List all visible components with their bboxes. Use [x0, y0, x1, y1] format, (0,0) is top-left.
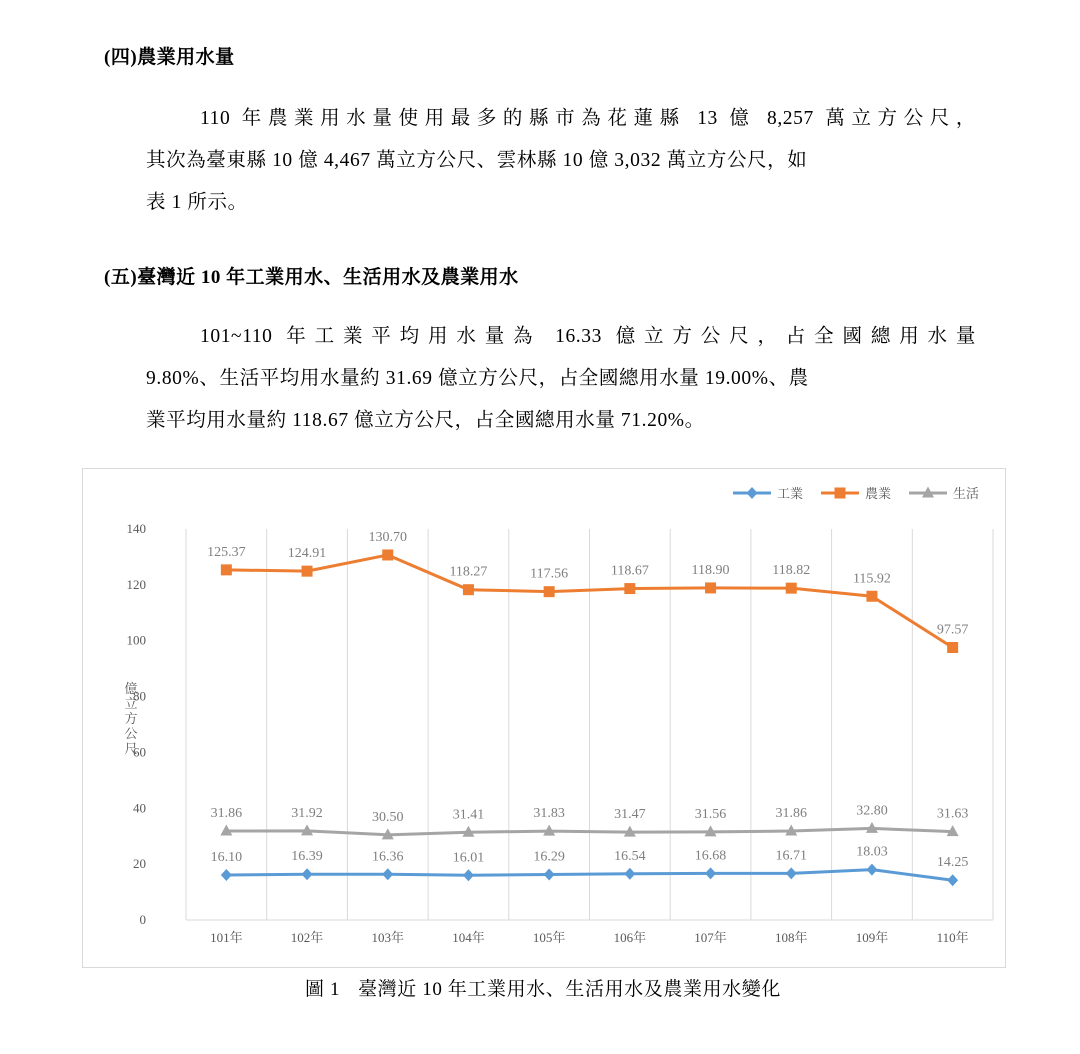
data-point [221, 564, 232, 575]
x-tick-label: 103年 [371, 930, 405, 945]
legend-label: 工業 [777, 486, 804, 501]
data-label: 130.70 [368, 529, 407, 545]
chart-legend [733, 486, 979, 501]
paragraph-water-usage [146, 316, 976, 442]
data-label: 31.63 [936, 806, 969, 822]
data-point [624, 583, 635, 594]
section-heading-agriculture: (四)農業用水量 [104, 47, 235, 68]
data-label: 32.80 [856, 803, 888, 819]
data-label: 118.90 [691, 562, 730, 578]
y-tick-label: 20 [133, 856, 146, 872]
data-point [302, 566, 313, 577]
data-label: 31.47 [614, 807, 646, 823]
paragraph-line: 9.80%、生活平均用水量約 31.69 億立方公尺，占全國總用水量 19.00%、農 [146, 368, 809, 389]
data-point [786, 867, 797, 879]
data-point [463, 584, 474, 595]
figure-number: 圖 1 [305, 979, 341, 1000]
data-label: 125.37 [207, 544, 246, 560]
x-tick-label: 106年 [613, 930, 647, 945]
data-point [947, 874, 958, 886]
section-heading-water-usage: (五)臺灣近 10 年工業用水、生活用水及農業用水 [104, 267, 519, 288]
x-tick-label: 102年 [290, 930, 324, 945]
paragraph-line: 其次為臺東縣 10 億 4,467 萬立方公尺、雲林縣 10 億 3,032 萬立方公尺，如 [146, 150, 808, 171]
data-point [624, 868, 635, 880]
data-label: 124.91 [287, 546, 327, 562]
chart-data-labels [207, 530, 968, 870]
x-tick-label: 110年 [936, 930, 969, 945]
data-point [786, 583, 797, 594]
data-label: 118.27 [449, 564, 488, 580]
data-label: 16.68 [694, 848, 727, 864]
y-tick-label: 40 [133, 800, 146, 816]
data-label: 31.83 [533, 806, 565, 822]
x-tick-label: 101年 [210, 930, 243, 945]
figure-caption-text: 臺灣近 10 年工業用水、生活用水及農業用水變化 [358, 979, 781, 1000]
data-point [463, 869, 474, 881]
data-label: 16.29 [533, 849, 565, 865]
paragraph-line: 業平均用水量約 118.67 億立方公尺，占全國總用水量 71.20%。 [146, 410, 705, 431]
y-tick-label: 0 [139, 912, 146, 927]
data-label: 31.92 [291, 805, 323, 821]
data-point [835, 488, 846, 499]
data-label: 16.01 [452, 850, 485, 866]
x-tick-label: 109年 [855, 930, 889, 945]
data-point [747, 487, 758, 499]
data-label: 31.86 [210, 806, 243, 822]
data-label: 30.50 [372, 809, 404, 825]
data-label: 117.56 [530, 566, 569, 582]
data-label: 31.86 [775, 806, 807, 822]
data-point [705, 582, 716, 593]
y-axis-label: 億立方公尺 [124, 681, 138, 756]
data-label: 118.67 [610, 563, 649, 579]
y-tick-label: 80 [133, 688, 146, 704]
y-tick-label: 60 [133, 744, 146, 760]
data-label: 16.10 [210, 850, 243, 866]
data-label: 16.36 [372, 849, 404, 865]
data-label: 115.92 [852, 571, 891, 587]
data-point [382, 868, 393, 880]
data-label: 97.57 [936, 622, 969, 638]
data-label: 118.82 [772, 563, 811, 579]
x-tick-label: 105年 [532, 930, 566, 945]
data-point [221, 869, 232, 881]
data-label: 16.71 [775, 848, 807, 864]
data-label: 16.39 [291, 849, 323, 865]
figure-caption [0, 974, 1080, 1001]
data-point [544, 586, 555, 597]
paragraph-line: 表 1 所示。 [146, 192, 248, 213]
paragraph-line: 110 年農業用水量使用最多的縣市為花蓮縣 13 億 8,257 萬立方公尺， [200, 108, 976, 129]
data-point [866, 864, 877, 876]
paragraph-agriculture [146, 98, 976, 224]
data-label: 31.56 [694, 806, 727, 822]
data-label: 31.41 [452, 807, 485, 823]
legend-label: 農業 [865, 486, 892, 501]
data-point [544, 869, 555, 881]
paragraph-line: 101~110 年工業平均用水量為 16.33 億立方公尺，占全國總用水量 [200, 326, 976, 347]
data-label: 14.25 [936, 855, 969, 871]
data-label: 16.54 [614, 848, 646, 864]
chart-frame [82, 468, 1006, 968]
data-point [866, 591, 877, 602]
data-point [705, 867, 716, 879]
data-label: 18.03 [856, 844, 888, 860]
y-tick-label: 100 [126, 632, 146, 648]
x-tick-label: 104年 [452, 930, 485, 945]
data-point [302, 868, 313, 880]
legend-label: 生活 [953, 486, 980, 501]
data-point [947, 642, 958, 653]
line-chart [83, 469, 1007, 969]
y-tick-label: 120 [126, 576, 146, 592]
y-tick-label: 140 [126, 521, 146, 536]
data-point [382, 549, 393, 560]
x-tick-label: 108年 [774, 930, 808, 945]
x-tick-label: 107年 [694, 930, 727, 945]
